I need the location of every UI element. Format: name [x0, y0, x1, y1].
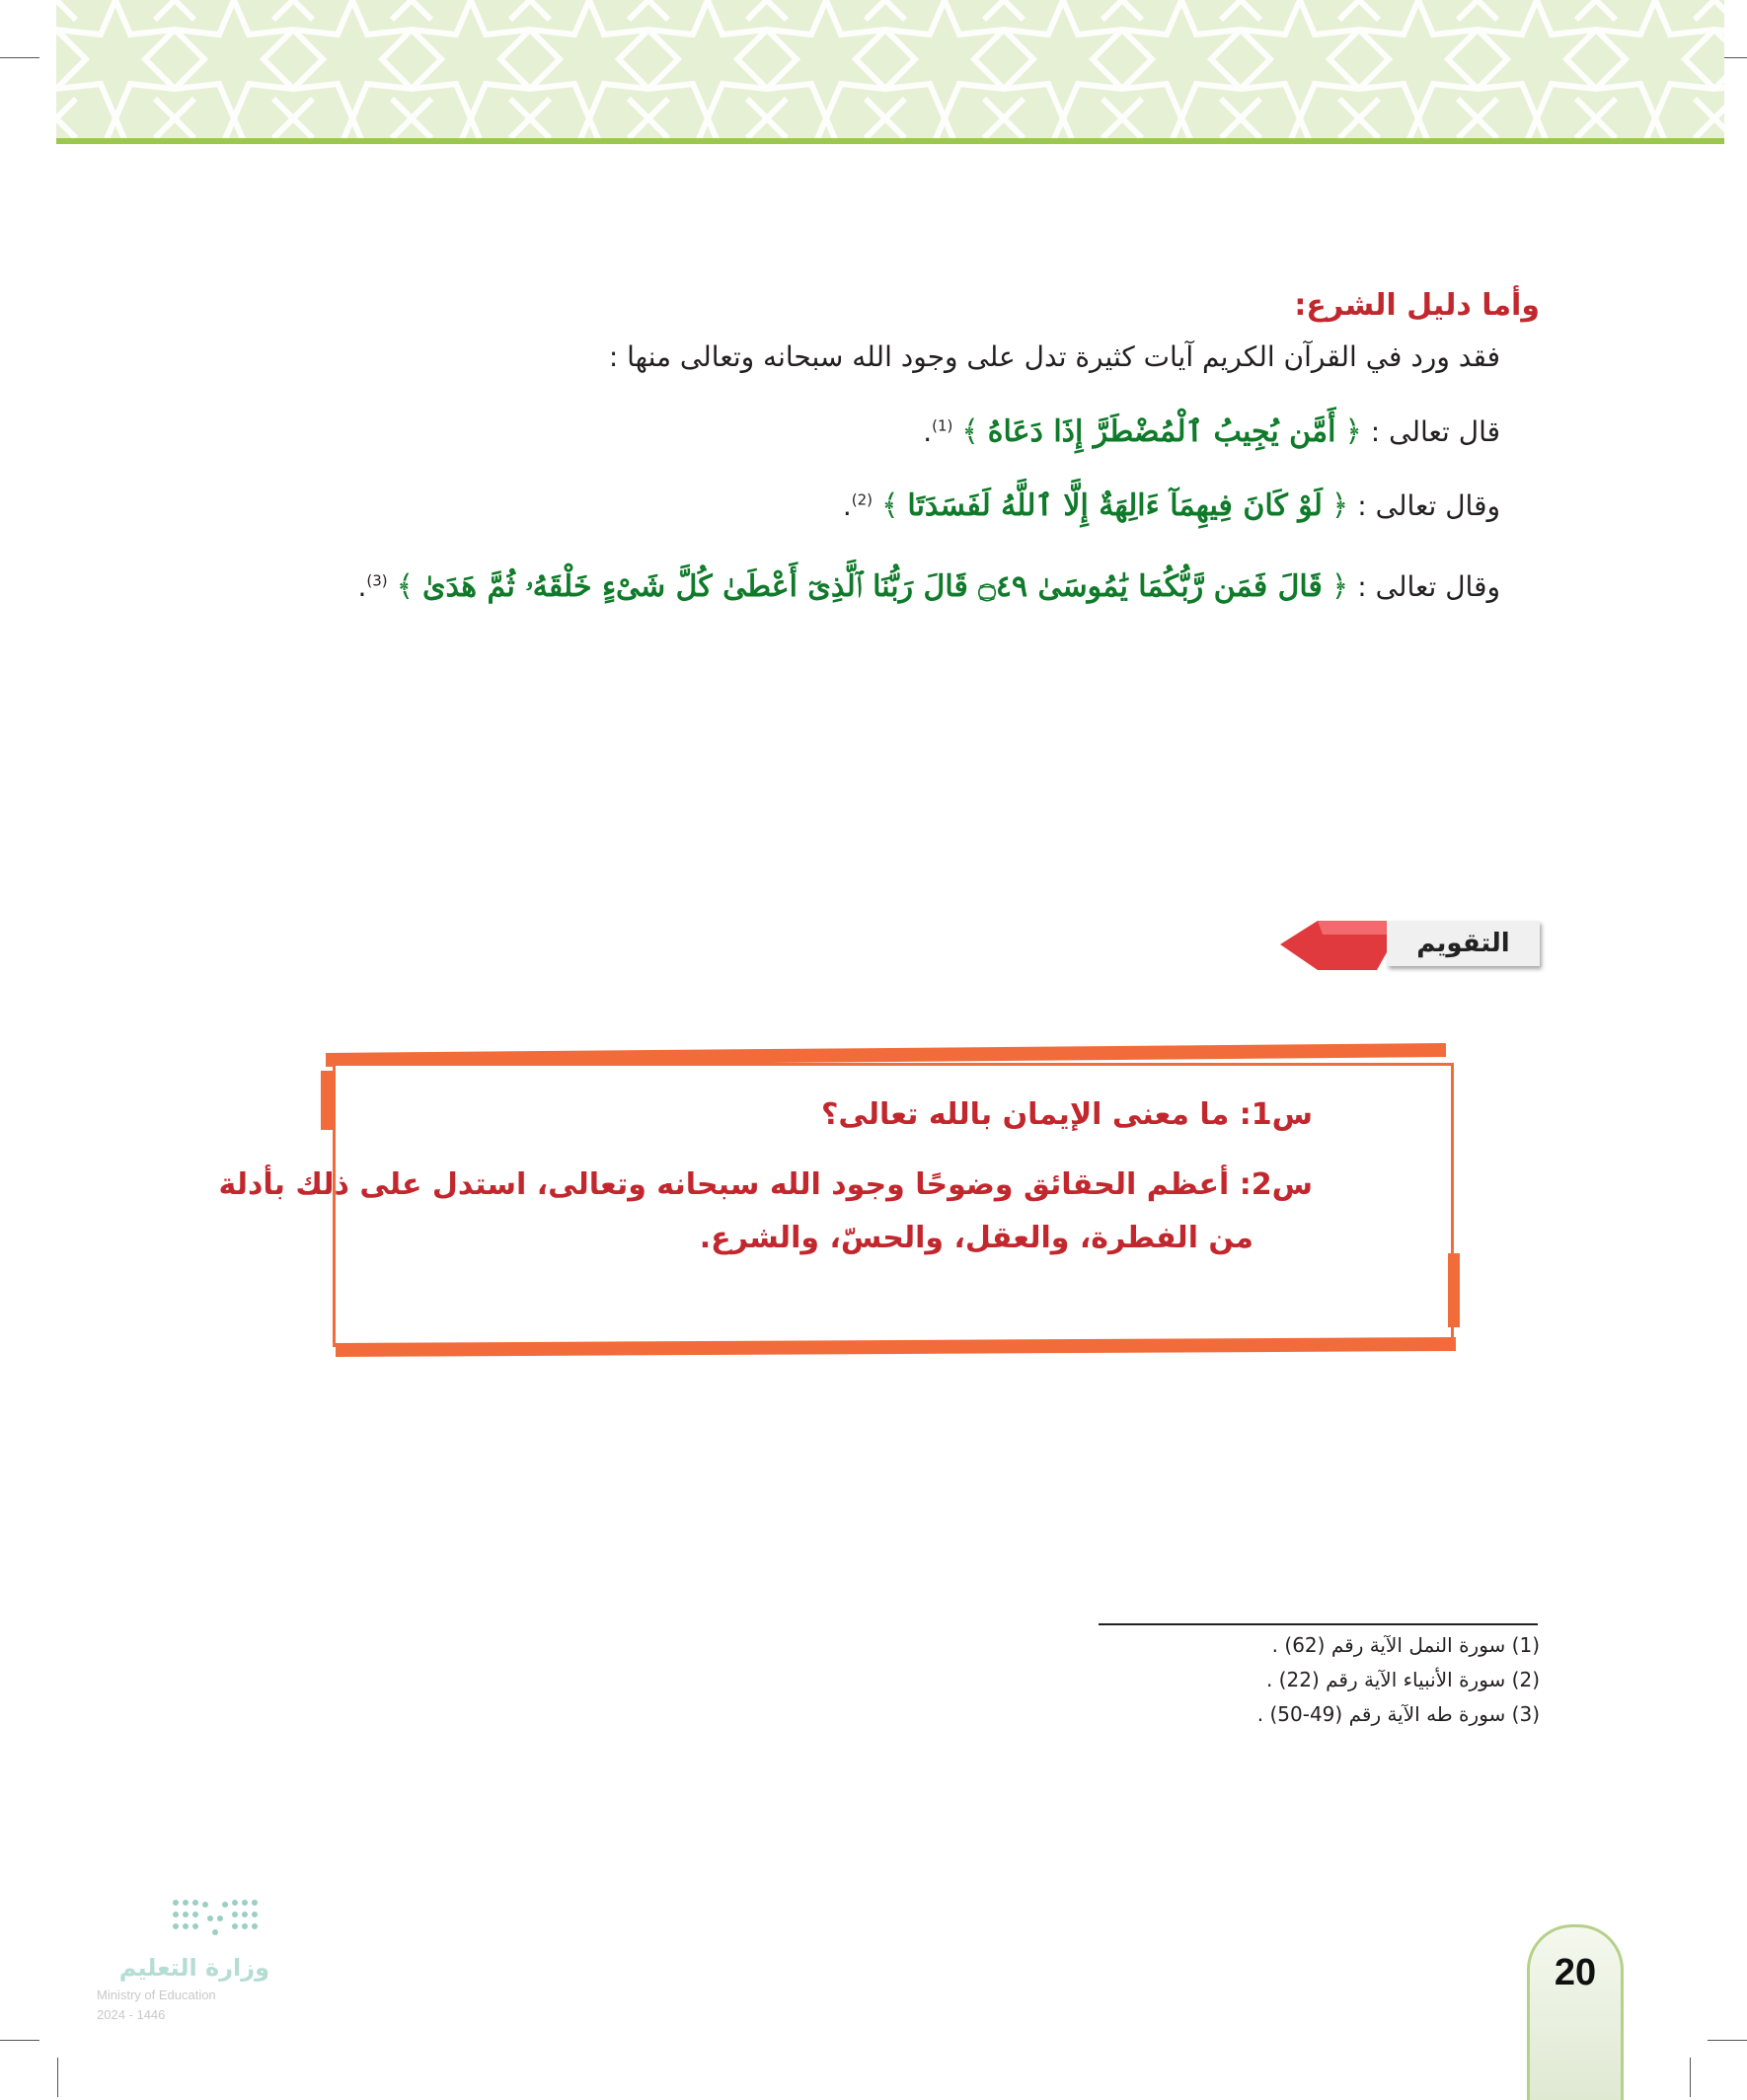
- logo-year: 2024 - 1446: [97, 2007, 166, 2022]
- quote-end: .: [923, 415, 933, 448]
- section-heading: وأما دليل الشرع:: [1294, 288, 1540, 323]
- crop-mark: [1708, 2040, 1747, 2041]
- header-banner: [56, 0, 1724, 144]
- question-1: س1: ما معنى الإيمان بالله تعالى؟: [820, 1097, 1313, 1132]
- verse-text: قَالَ فَمَن رَّبُّكُمَا يَٰمُوسَىٰ ۝٤٩ قَالَ رَبُّنَا ٱلَّذِىٓ أَعْطَىٰ كُلَّ شَىْءٍ خَلْقَهُۥ ثُمَّ هَدَىٰ: [422, 569, 1323, 604]
- question-2-line-2: من الفطرة، والعقل، والحسّ، والشرع.: [699, 1221, 1253, 1255]
- evaluation-tab-label: التقويم: [1387, 921, 1540, 966]
- quote-prefix: وقال تعالى :: [1357, 489, 1500, 522]
- question-2-line-1: س2: أعظم الحقائق وضوحًا وجود الله سبحانه وتعالى، استدل على ذلك بأدلة: [218, 1167, 1313, 1202]
- quote-end: .: [842, 489, 852, 522]
- verse-text: لَوْ كَانَ فِيهِمَآ ءَالِهَةٌ إِلَّا ٱللَّهُ لَفَسَدَتَا: [907, 488, 1323, 523]
- logo-name-en: Ministry of Education: [97, 1988, 216, 2002]
- footnote-divider: [1099, 1623, 1538, 1625]
- page-number-tab: [1527, 1924, 1624, 2100]
- bracket-open: ﴿: [1330, 569, 1349, 604]
- quote-line-1: [923, 414, 1500, 449]
- evaluation-tab: [1278, 913, 1540, 972]
- quote-prefix: وقال تعالى :: [1357, 570, 1500, 603]
- footnote-ref: (3): [366, 571, 388, 590]
- bracket-open: ﴿: [1330, 488, 1349, 523]
- quote-line-3: [357, 569, 1500, 604]
- box-accent-right: [1448, 1253, 1460, 1327]
- footnote-2: (2) سورة الأنبياء الآية رقم (22) .: [1265, 1668, 1540, 1691]
- footnote-ref: (2): [851, 490, 874, 509]
- intro-text: فقد ورد في القرآن الكريم آيات كثيرة تدل على وجود الله سبحانه وتعالى منها :: [608, 340, 1500, 373]
- verse-text: أَمَّن يُجِيبُ ٱلْمُضْطَرَّ إِذَا دَعَاهُ: [987, 414, 1336, 449]
- page-number: 20: [1554, 1952, 1597, 1993]
- footnote-1: (1) سورة النمل الآية رقم (62) .: [1271, 1633, 1540, 1657]
- crop-mark: [1690, 2058, 1691, 2097]
- bracket-close: ﴾: [396, 569, 415, 604]
- logo-dots-icon: [97, 1893, 324, 1952]
- crop-mark: [57, 2058, 58, 2097]
- footnote-3: (3) سورة طه الآية رقم (49-50) .: [1256, 1702, 1540, 1726]
- quote-end: .: [357, 570, 367, 603]
- footnote-ref: (1): [932, 416, 953, 435]
- bracket-open: ﴿: [1344, 414, 1362, 449]
- ministry-logo: [97, 1893, 324, 2031]
- logo-name-ar: وزارة التعليم: [118, 1954, 269, 1982]
- crop-mark: [0, 57, 39, 58]
- crop-mark: [0, 2040, 39, 2041]
- quote-line-2: [843, 488, 1500, 523]
- box-accent-left: [321, 1071, 333, 1130]
- bracket-close: ﴾: [961, 414, 979, 449]
- bracket-close: ﴾: [880, 488, 899, 523]
- quote-prefix: قال تعالى :: [1370, 415, 1500, 448]
